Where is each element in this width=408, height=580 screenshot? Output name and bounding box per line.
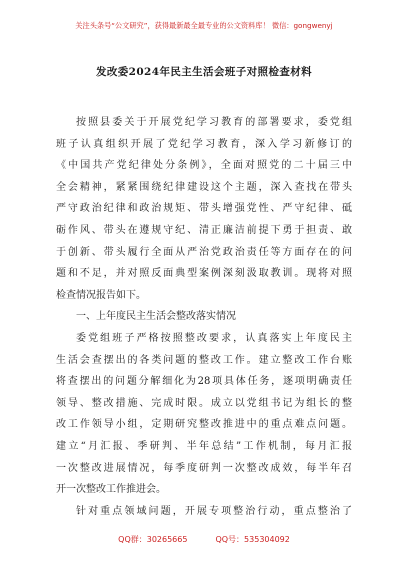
document-title: 发改委2024年民主生活会班子对照检查材料 — [95, 66, 313, 78]
body-line: 委党组班子严格按照整改要求，认真落实上年度民主 — [76, 332, 352, 344]
body-line: 《中国共产党纪律处分条例》，全面对照党的二十届三中 — [56, 160, 352, 172]
body-line: 砺作风、带头在遵规守纪、清正廉洁前提下勇于担责、敢 — [56, 224, 352, 236]
bottom-contact — [0, 534, 408, 545]
body-line: 严守政治纪律和政治规矩、带头增强党性、严守纪律、砥 — [56, 203, 352, 215]
body-line: 一次整改进展情况，每季度研判一次整改成效，每半年召 — [56, 462, 352, 474]
body-line: 将查摆出的问题分解细化为28项具体任务，逐项明确责任 — [56, 376, 352, 388]
body-line: 领导、整改措施、完成时限。成立以党组书记为组长的整 — [56, 397, 352, 409]
body-line: 全会精神，紧紧围绕纪律建设这个主题，深入查找在带头 — [56, 181, 352, 193]
section-heading: 一、上年度民主生活会整改落实情况 — [76, 311, 236, 323]
body-line: 生活会查摆出的各类问题的整改工作。建立整改工作台账 — [56, 354, 352, 366]
qq-number-text: QQ号：535304092 — [215, 535, 290, 544]
body-line: 班子认真组织开展了党纪学习教育，深入学习新修订的 — [56, 138, 352, 150]
body-line: 开一次整改工作推进会。 — [56, 484, 166, 496]
document-body — [56, 112, 352, 522]
body-line: 建立“月汇报、季研判、半年总结”工作机制，每月汇报 — [56, 440, 352, 452]
body-line: 题和不足，并对照反面典型案例深刻汲取教训。现将对照 — [56, 268, 352, 280]
body-line: 检查情况报告如下。 — [56, 289, 146, 301]
body-line: 改工作领导小组，定期研究整改推进中的重点难点问题。 — [56, 419, 352, 431]
body-line: 针对重点领域问题，开展专项整治行动，重点整治了 — [76, 505, 352, 517]
top-banner: 关注头条号“公文研究”，获得最新最全最专业的公文资料库！ 微信：gongwenyj — [75, 21, 333, 30]
qq-group-text: QQ群：30265665 — [118, 535, 188, 544]
body-line: 于创新、带头履行全面从严治党政治责任等方面存在的问 — [56, 246, 352, 258]
body-line: 按照县委关于开展党纪学习教育的部署要求，委党组 — [76, 117, 352, 128]
